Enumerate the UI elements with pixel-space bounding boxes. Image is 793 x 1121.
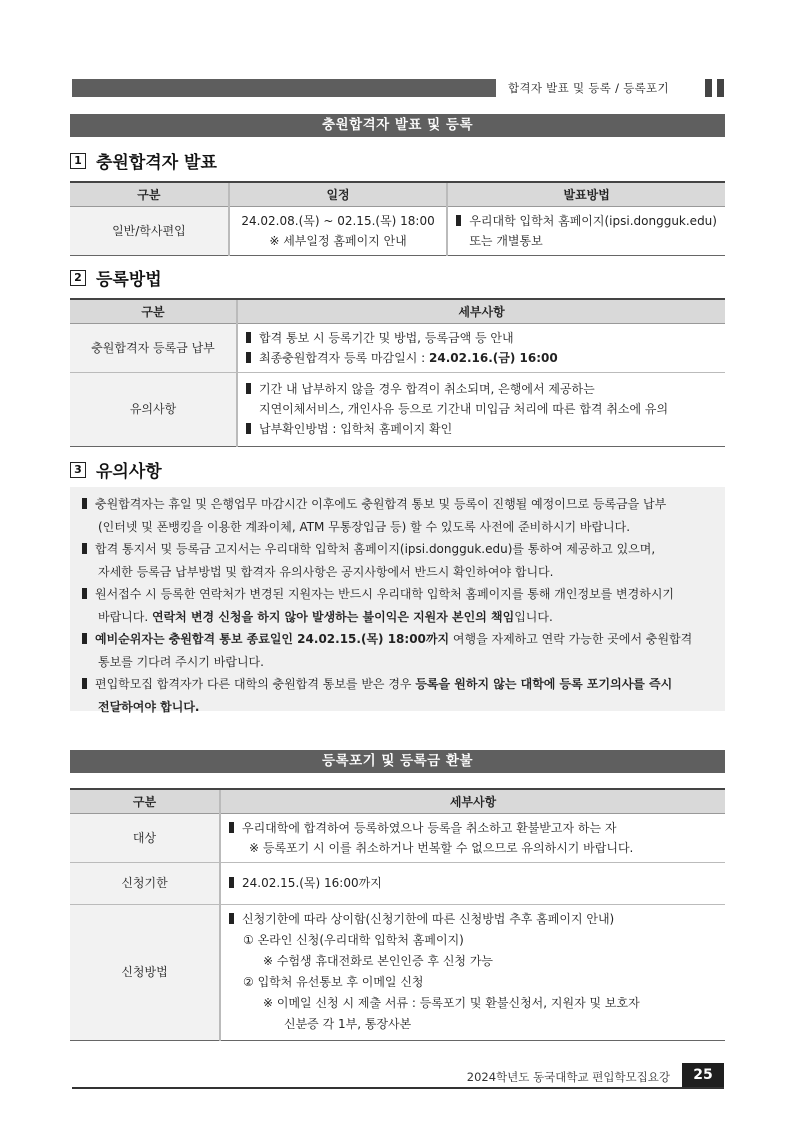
heading-number: 3 — [70, 462, 86, 478]
schedule-note: ※ 세부일정 홈페이지 안내 — [269, 233, 407, 248]
heading-title: 충원합격자 발표 — [96, 153, 217, 173]
detail-text: 신청기한에 따라 상이함(신청기한에 따른 신청방법 추후 홈페이지 안내) — [242, 912, 615, 926]
detail-cell — [237, 323, 725, 372]
bullet-icon — [229, 913, 234, 924]
row-category: 신청방법 — [70, 904, 220, 1040]
detail-text: 최종충원합격자 등록 마감일시 : — [259, 350, 429, 365]
notice-text: (인터넷 및 폰뱅킹을 이용한 계좌이체, ATM 무통장입금 등) 할 수 있도록 사전에 준비하시기 바랍니다. — [98, 519, 631, 534]
row-category: 신청기한 — [70, 862, 220, 904]
row-category: 대상 — [70, 813, 220, 862]
detail-cell — [220, 862, 725, 904]
footer-title: 2024학년도 동국대학교 편입학모집요강 — [466, 1070, 670, 1084]
detail-text: ※ 이메일 신청 시 제출 서류 : 등록포기 및 환불신청서, 지원자 및 보호자 — [263, 996, 640, 1010]
bullet-icon — [82, 678, 87, 689]
notice-text: 바랍니다. — [98, 609, 152, 624]
bullet-icon — [82, 633, 87, 644]
bullet-icon — [456, 215, 461, 226]
col-header: 구분 — [70, 789, 220, 813]
bullet-icon — [246, 352, 251, 363]
bullet-icon — [229, 822, 234, 833]
notice-text: 충원합격자는 휴일 및 은행업무 마감시간 이후에도 충원합격 통보 및 등록이 진행될 예정이므로 등록금을 납부 — [95, 497, 667, 511]
bullet-icon — [246, 383, 251, 394]
schedule-cell — [229, 206, 448, 255]
notice-text: 합격 통지서 및 등록금 고지서는 우리대학 입학처 홈페이지(ipsi.dongguk.edu)를 통하여 제공하고 있으며, — [95, 542, 656, 556]
heading-number: 1 — [70, 153, 86, 169]
heading-number: 2 — [70, 270, 86, 286]
bullet-icon — [82, 498, 87, 509]
notice-text: 여행을 자제하고 연락 가능한 곳에서 충원합격 — [449, 632, 693, 646]
heading-notice — [70, 457, 162, 482]
page-number: 25 — [682, 1063, 724, 1087]
row-category: 유의사항 — [70, 372, 237, 446]
detail-text: 납부확인방법 : 입학처 홈페이지 확인 — [259, 422, 453, 436]
notice-text: 편입학모집 합격자가 다른 대학의 충원합격 통보를 받은 경우 — [95, 677, 416, 691]
method-text: 또는 개별통보 — [469, 233, 543, 248]
bullet-icon — [246, 332, 251, 343]
row-category: 일반/학사편입 — [70, 206, 229, 255]
method-text: 우리대학 입학처 홈페이지(ipsi.dongguk.edu) — [469, 213, 717, 228]
notice-text: 통보를 기다려 주시기 바랍니다. — [98, 654, 264, 669]
detail-text: 신분증 각 1부, 통장사본 — [284, 1017, 412, 1031]
detail-text: 합격 통보 시 등록기간 및 방법, 등록금액 등 안내 — [259, 330, 514, 345]
bullet-icon — [246, 423, 251, 434]
header-bar — [72, 79, 496, 97]
bullet-icon — [229, 877, 234, 888]
notice-bold-text: 전달하여야 합니다. — [98, 699, 200, 714]
header-block — [705, 79, 712, 97]
announcement-table — [70, 181, 725, 256]
bullet-icon — [82, 588, 87, 599]
heading-title: 유의사항 — [96, 462, 162, 482]
page-footer — [72, 1063, 724, 1089]
detail-text: 우리대학에 합격하여 등록하였으나 등록을 취소하고 환불받고자 하는 자 — [242, 820, 617, 835]
heading-registration — [70, 265, 162, 290]
notice-box — [70, 487, 725, 714]
registration-table — [70, 298, 725, 447]
notice-text: 자세한 등록금 납부방법 및 합격자 유의사항은 공지사항에서 반드시 확인하여야 합니다. — [98, 564, 554, 579]
notice-bold-text: 연락처 변경 신청을 하지 않아 발생하는 불이익은 지원자 본인의 책임 — [152, 609, 515, 624]
header-block — [717, 79, 724, 97]
detail-text: 지연이체서비스, 개인사유 등으로 기간내 미입금 처리에 따른 합격 취소에 유의 — [259, 402, 669, 416]
detail-text: 기간 내 납부하지 않을 경우 합격이 취소되며, 은행에서 제공하는 — [259, 382, 595, 396]
detail-text: ※ 등록포기 시 이를 취소하거나 번복할 수 없으므로 유의하시기 바랍니다. — [249, 840, 634, 855]
section-title-announcement: 충원합격자 발표 및 등록 — [70, 114, 725, 137]
detail-text: ① 온라인 신청(우리대학 입학처 홈페이지) — [243, 933, 464, 947]
deadline-text: 24.02.16.(금) 16:00 — [429, 350, 558, 365]
method-cell — [447, 206, 725, 255]
notice-text: 입니다. — [514, 609, 553, 624]
notice-text: 원서접수 시 등록한 연락처가 변경된 지원자는 반드시 우리대학 입학처 홈페이지를 통해 개인정보를 변경하시기 — [95, 587, 675, 601]
section-title-refund: 등록포기 및 등록금 환불 — [70, 750, 725, 773]
col-header: 세부사항 — [220, 789, 725, 813]
col-header: 발표방법 — [447, 182, 725, 206]
detail-text: 24.02.15.(목) 16:00까지 — [242, 876, 382, 890]
heading-title: 등록방법 — [96, 270, 162, 290]
bullet-icon — [82, 543, 87, 554]
col-header: 일정 — [229, 182, 448, 206]
detail-text: ※ 수험생 휴대전화로 본인인증 후 신청 가능 — [263, 954, 494, 968]
row-category: 충원합격자 등록금 납부 — [70, 323, 237, 372]
refund-table — [70, 788, 725, 1041]
detail-cell — [237, 372, 725, 446]
heading-announcement — [70, 148, 217, 173]
notice-bold-text: 예비순위자는 충원합격 통보 종료일인 24.02.15.(목) 18:00까지 — [95, 632, 450, 646]
col-header: 구분 — [70, 182, 229, 206]
header-label: 합격자 발표 및 등록 / 등록포기 — [508, 81, 669, 95]
detail-text: ② 입학처 유선통보 후 이메일 신청 — [243, 975, 424, 989]
col-header: 세부사항 — [237, 299, 725, 323]
page-header — [72, 79, 724, 97]
col-header: 구분 — [70, 299, 237, 323]
detail-cell — [220, 813, 725, 862]
detail-cell — [220, 904, 725, 1040]
schedule-date: 24.02.08.(목) ~ 02.15.(목) 18:00 — [241, 213, 435, 228]
notice-bold-text: 등록을 원하지 않는 대학에 등록 포기의사를 즉시 — [415, 677, 673, 691]
